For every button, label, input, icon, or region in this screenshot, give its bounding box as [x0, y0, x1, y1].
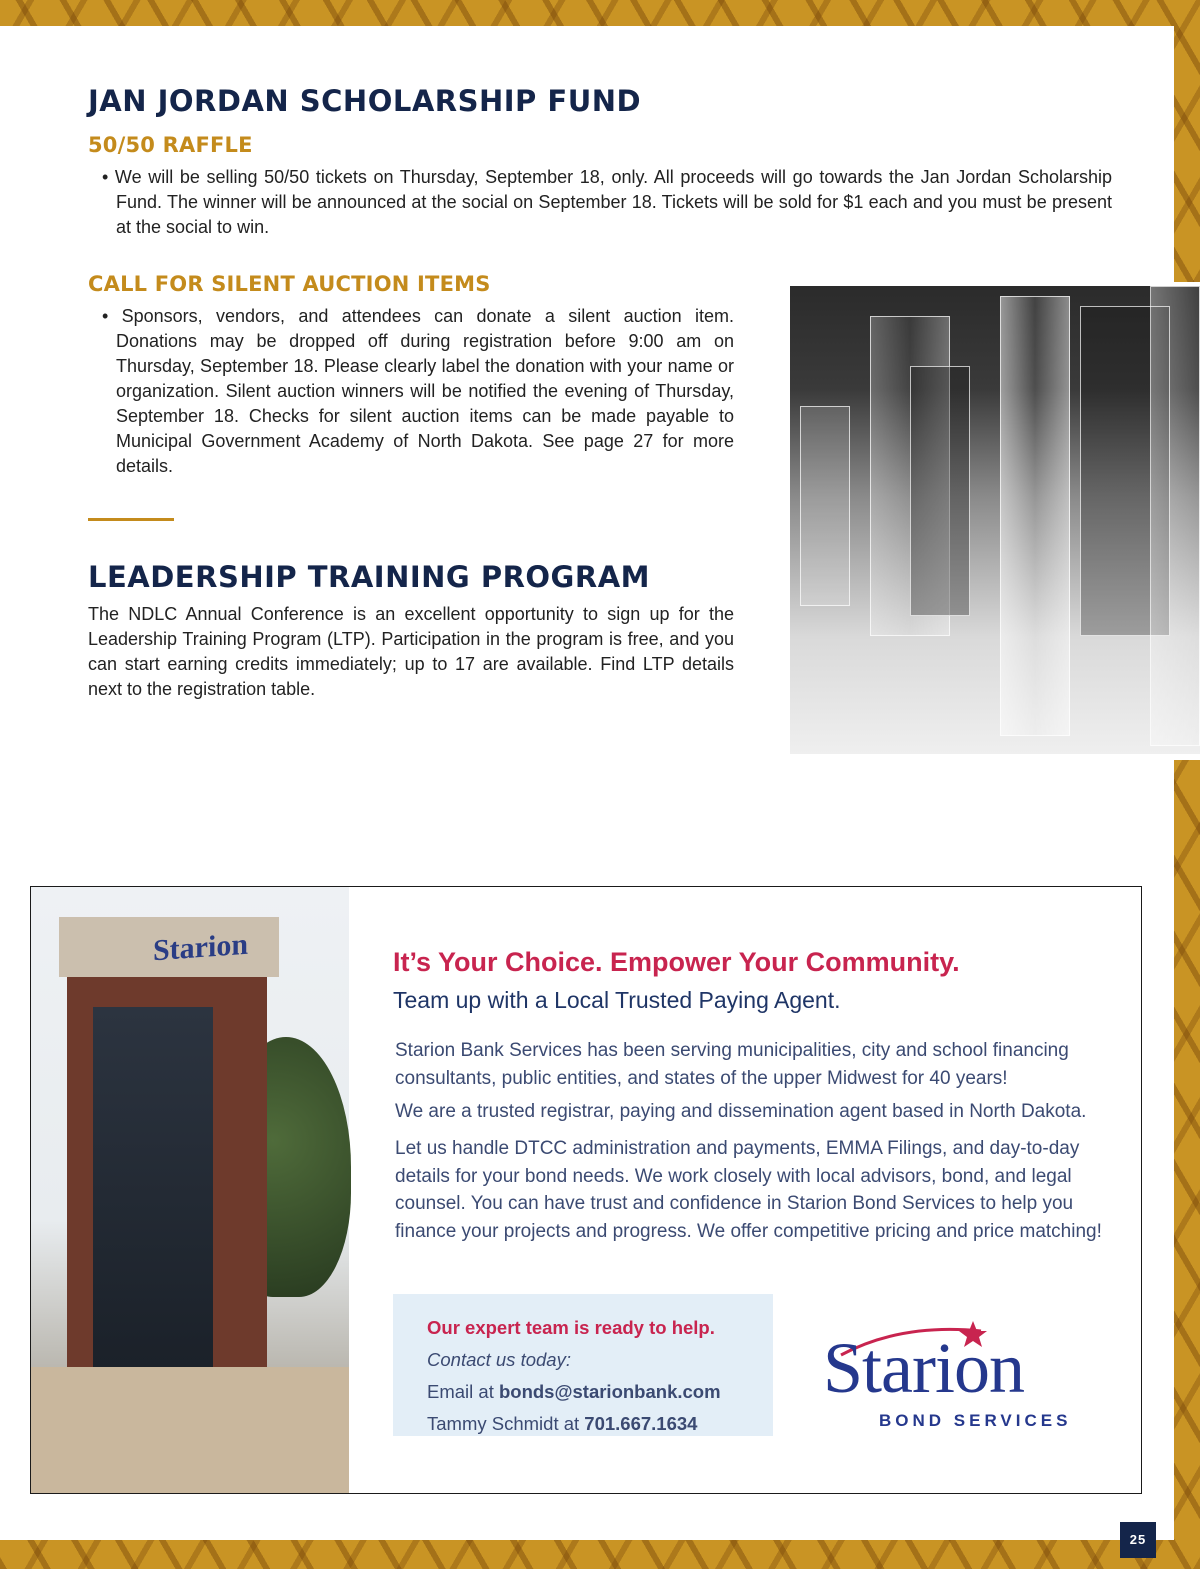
ad-paragraph-2: We are a trusted registrar, paying and dissemination agent based in North Dakota.: [395, 1101, 1087, 1122]
starion-advertisement: [30, 886, 1142, 1494]
contact-box: [393, 1294, 773, 1436]
starion-logo: [821, 1317, 1091, 1437]
scholarship-title: JAN JORDAN SCHOLARSHIP FUND: [88, 84, 642, 118]
bank-building-photo: [31, 887, 349, 1493]
contact-phone-link[interactable]: 701.667.1634: [584, 1413, 698, 1434]
ad-headline: It’s Your Choice. Empower Your Community.: [393, 947, 960, 977]
contact-email-line: Email at bonds@starionbank.com: [427, 1381, 721, 1402]
contact-heading: Our expert team is ready to help.: [427, 1317, 715, 1338]
contact-email-link[interactable]: bonds@starionbank.com: [498, 1381, 721, 1402]
leadership-text: The NDLC Annual Conference is an excellent opportunity to sign up for the Leadership Training Program (LTP). Participation in the program is free, and you can start earning credits immediately; up to 17 are available. Find LTP details next to the registration table.: [88, 604, 734, 699]
auction-heading: CALL FOR SILENT AUCTION ITEMS: [88, 272, 491, 296]
raffle-heading: 50/50 RAFFLE: [88, 133, 253, 157]
ad-paragraph-1: Starion Bank Services has been serving municipalities, city and school financing consultants, public entities, and states of the upper Midwest for 40 years!: [395, 1040, 1069, 1089]
raffle-text: • We will be selling 50/50 tickets on Thursday, September 18, only. All proceeds will go towards the Jan Jordan Scholarship Fund. The winner will be announced at the social on September 18. Tickets will be sold for $1 each and you must be present at the social to win.: [102, 167, 1112, 237]
leadership-title: LEADERSHIP TRAINING PROGRAM: [88, 560, 650, 594]
logo-subtitle: BOND SERVICES: [879, 1411, 1072, 1430]
ad-paragraph-3: Let us handle DTCC administration and payments, EMMA Filings, and day-to-day details for your bond needs. We work closely with local advisors, bond, and legal counsel. You can have trust and confidence in Starion Bond Services to help you finance your projects and progress. We offer competitive pricing and price matching!: [395, 1138, 1102, 1242]
logo-wordmark: Starion: [823, 1328, 1024, 1408]
building-sign: Starion: [153, 927, 249, 968]
section-divider: [88, 518, 174, 521]
page-number: 25: [1120, 1522, 1156, 1558]
contact-cta: Contact us today:: [427, 1349, 571, 1370]
contact-phone-line: Tammy Schmidt at 701.667.1634: [427, 1413, 698, 1434]
ad-subheadline: Team up with a Local Trusted Paying Agent.: [393, 987, 841, 1013]
award-photo: [790, 286, 1200, 754]
auction-text: • Sponsors, vendors, and attendees can donate a silent auction item. Donations may be dropped off during registration before 9:00 am on Thursday, September 18. Please clearly label the donation with your name or organization. Silent auction winners will be notified the evening of Thursday, September 18. Checks for silent auction items can be made payable to Municipal Government Academy of North Dakota. See page 27 for more details.: [102, 306, 734, 476]
